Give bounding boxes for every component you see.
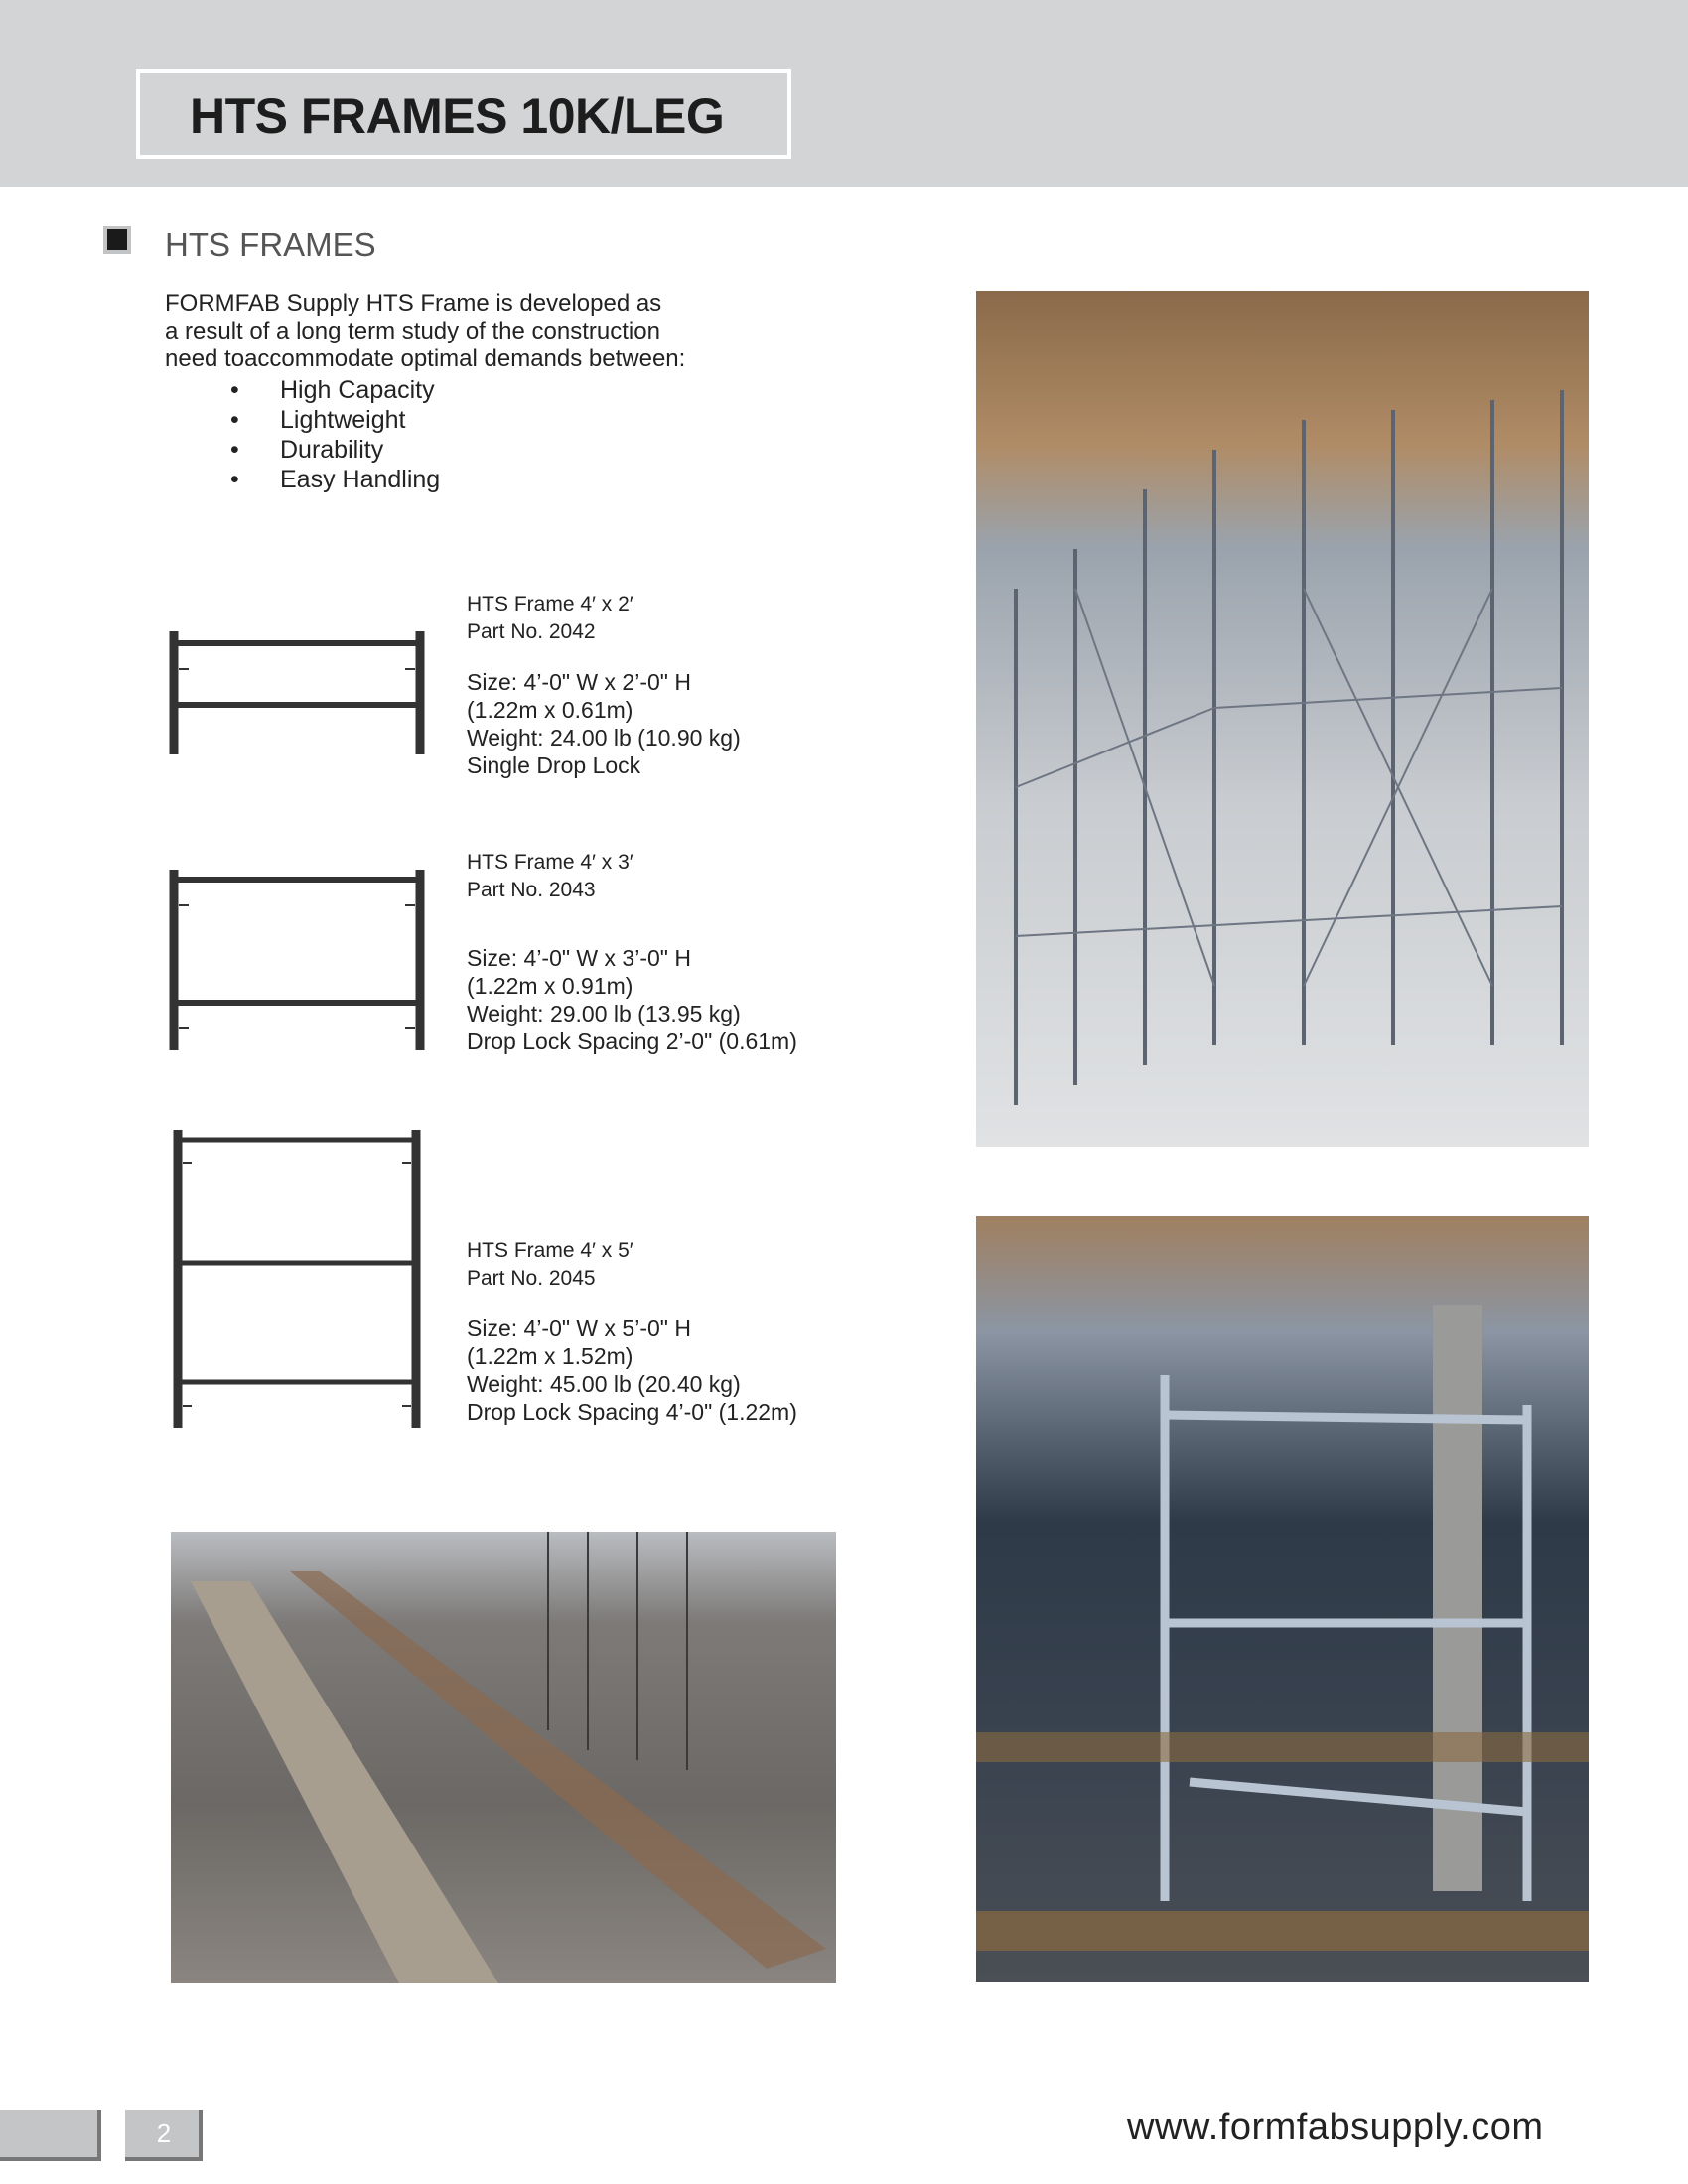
feature-list bbox=[230, 375, 440, 494]
intro-line: a result of a long term study of the construction bbox=[165, 318, 660, 344]
intro-line: FORMFAB Supply HTS Frame is developed as bbox=[165, 290, 662, 317]
drop-lock: Drop Lock Spacing 4’-0" (1.22m) bbox=[467, 1399, 797, 1425]
list-item: • Durability bbox=[230, 435, 440, 465]
footer-block bbox=[0, 2110, 101, 2161]
product-name: HTS Frame 4′ x 5′ bbox=[467, 1239, 633, 1262]
size: Size: 4’-0" W x 2’-0" H bbox=[467, 669, 691, 695]
weight: Weight: 24.00 lb (10.90 kg) bbox=[467, 725, 741, 751]
product-spec-2045 bbox=[467, 1237, 797, 1426]
product-name: HTS Frame 4′ x 2′ bbox=[467, 593, 633, 615]
construction-site-photo bbox=[171, 1532, 836, 1983]
intro-paragraph bbox=[165, 290, 685, 373]
metric-size: (1.22m x 0.61m) bbox=[467, 697, 633, 723]
frame-2045-drawing bbox=[164, 1128, 432, 1430]
website-url[interactable]: www.formfabsupply.com bbox=[1127, 2107, 1544, 2148]
intro-line: need toaccommodate optimal demands between: bbox=[165, 345, 686, 372]
size: Size: 4’-0" W x 5’-0" H bbox=[467, 1315, 691, 1341]
weight: Weight: 45.00 lb (20.40 kg) bbox=[467, 1371, 741, 1397]
metric-size: (1.22m x 1.52m) bbox=[467, 1343, 633, 1369]
part-number: Part No. 2043 bbox=[467, 879, 596, 901]
list-item: • Lightweight bbox=[230, 405, 440, 435]
drop-lock: Single Drop Lock bbox=[467, 752, 641, 778]
list-item: • Easy Handling bbox=[230, 465, 440, 494]
drop-lock: Drop Lock Spacing 2’-0" (0.61m) bbox=[467, 1028, 797, 1054]
product-spec-2043 bbox=[467, 849, 797, 1055]
title-box bbox=[136, 69, 791, 159]
scaffolding-photo-interior bbox=[976, 291, 1589, 1147]
size: Size: 4’-0" W x 3’-0" H bbox=[467, 945, 691, 971]
product-spec-2042 bbox=[467, 591, 741, 779]
list-item: • High Capacity bbox=[230, 375, 440, 405]
section-title: HTS FRAMES bbox=[165, 226, 376, 263]
product-name: HTS Frame 4′ x 3′ bbox=[467, 851, 633, 874]
frame-2043-drawing bbox=[164, 868, 432, 1052]
part-number: Part No. 2045 bbox=[467, 1267, 596, 1290]
page-number: 2 bbox=[156, 2118, 172, 2148]
weight: Weight: 29.00 lb (13.95 kg) bbox=[467, 1001, 741, 1026]
page-title: HTS FRAMES 10K/LEG bbox=[190, 88, 725, 144]
part-number: Part No. 2042 bbox=[467, 620, 596, 643]
section-square-icon bbox=[103, 226, 131, 254]
scaffolding-photo-frame-closeup bbox=[976, 1216, 1589, 1982]
metric-size: (1.22m x 0.91m) bbox=[467, 973, 633, 999]
frame-2042-drawing bbox=[164, 629, 432, 758]
